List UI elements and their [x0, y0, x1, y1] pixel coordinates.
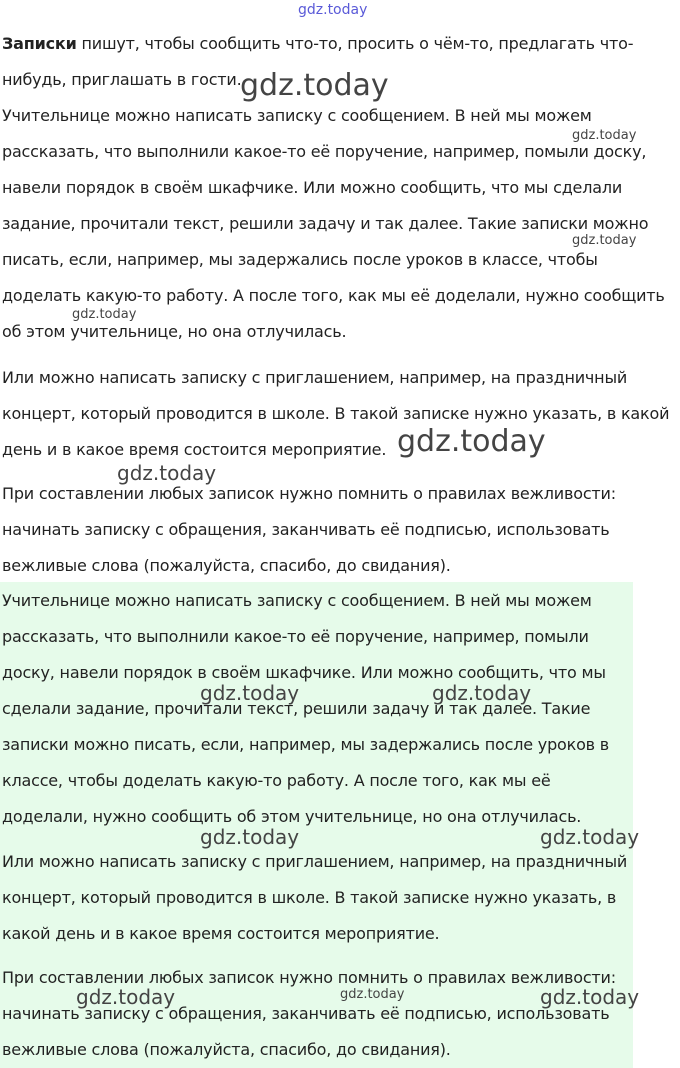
- watermark: gdz.today: [397, 424, 546, 459]
- watermark: gdz.today: [72, 307, 137, 322]
- intro-text: пишут, чтобы сообщить что-то, просить о чём-то, предлагать что-нибудь, приглашать в гости.: [2, 34, 634, 89]
- watermark: gdz.today: [200, 825, 300, 849]
- watermark: gdz.today: [240, 68, 389, 103]
- paragraph-message-note: Учительнице можно написать записку с сообщением. В ней мы можем рассказать, что выполнили какое-то её поручение, например, помыли доску, навели порядок в своём шкафчике. Или можно сообщить, что мы сделали задание, прочитали текст, решили задачу и так далее. Такие записки можно писать, если, например, мы задержались после уроков в классе, чтобы доделать какую-то работу. А после того, как мы её доделали, нужно сообщить об этом учительнице, но она отлучилась.: [2, 106, 665, 341]
- watermark: gdz.today: [340, 987, 405, 1002]
- watermark: gdz.today: [200, 681, 300, 705]
- intro-bold-term: Записки: [2, 34, 77, 53]
- watermark: gdz.today: [540, 985, 640, 1009]
- watermark: gdz.today: [572, 233, 637, 248]
- watermark: gdz.today: [540, 825, 640, 849]
- paragraph-invitation-note: Или можно написать записку с приглашением, например, на праздничный концерт, который проводится в школе. В такой записке нужно указать, в какой день и в какое время состоится мероприятие.: [2, 368, 670, 459]
- watermark: gdz.today: [76, 985, 176, 1009]
- watermark: gdz.today: [432, 681, 532, 705]
- answer-paragraph-message-note: Учительнице можно написать записку с сообщением. В ней мы можем рассказать, что выполнили какое-то её поручение, например, помыли доску, навели порядок в своём шкафчике. Или можно сообщить, что мы сделали задание, прочитали текст, решили задачу и так далее. Такие записки можно писать, если, например, мы задержались после уроков в классе, чтобы доделать какую-то работу. А после того, как мы её доделали, нужно сообщить об этом учительнице, но она отлучилась.: [2, 591, 610, 826]
- paragraph-politeness-rules: При составлении любых записок нужно помнить о правилах вежливости: начинать записку с обращения, заканчивать её подписью, использовать вежливые слова (пожалуйста, спасибо, до свидания).: [2, 484, 616, 575]
- answer-paragraph-invitation-note: Или можно написать записку с приглашением, например, на праздничный концерт, который проводится в школе. В такой записке нужно указать, в какой день и в какое время состоится мероприятие.: [2, 852, 628, 943]
- watermark-logo: gdz.today: [298, 2, 368, 18]
- watermark: gdz.today: [117, 461, 217, 485]
- watermark: gdz.today: [572, 128, 637, 143]
- answer-paragraph-politeness-rules: При составлении любых записок нужно помнить о правилах вежливости: начинать записку с обращения, заканчивать её подписью, использовать вежливые слова (пожалуйста, спасибо, до свидания).: [2, 968, 616, 1059]
